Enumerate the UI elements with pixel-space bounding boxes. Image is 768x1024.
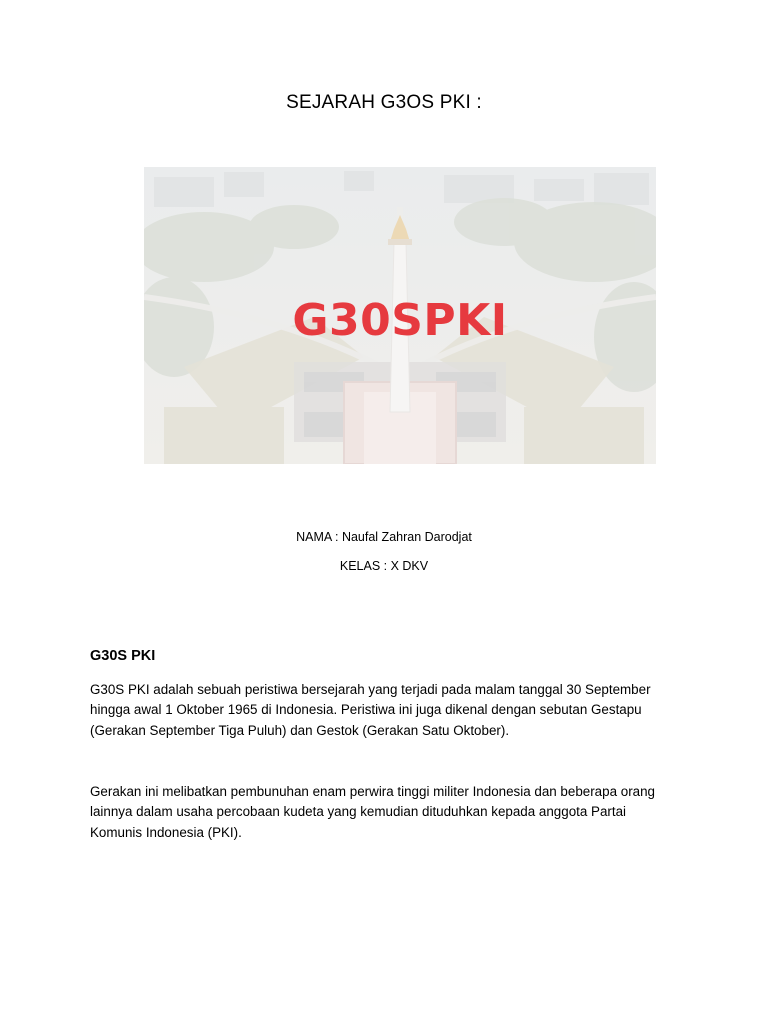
student-name: NAMA : Naufal Zahran Darodjat [296,530,472,544]
paragraph-line: lainnya dalam usaha percobaan kudeta yang kemudian dituduhkan kepada anggota Partai [90,804,627,820]
section-heading: G30S PKI [90,648,156,664]
student-class: KELAS : X DKV [339,559,429,573]
paragraph-line: Komunis Indonesia (PKI). [90,824,242,840]
paragraph-line: (Gerakan September Tiga Puluh) dan Gestok (Gerakan Satu Oktober). [90,722,510,738]
paragraph-2 [90,782,690,843]
cover-overlay-text: G30SPKI [292,295,508,346]
monument-aerial-illustration [144,167,656,464]
paragraph-line: hingga awal 1 Oktober 1965 di Indonesia. Peristiwa ini juga dikenal dengan sebutan Gestapu [90,702,642,718]
document-title: SEJARAH G3OS PKI : [286,92,482,113]
paragraph-line: Gerakan ini melibatkan pembunuhan enam perwira tinggi militer Indonesia dan beberapa orang [90,784,655,799]
paragraph-line: G30S PKI adalah sebuah peristiwa bersejarah yang terjadi pada malam tanggal 30 September [90,682,651,697]
cover-image [144,167,656,464]
paragraph-1 [90,680,690,741]
